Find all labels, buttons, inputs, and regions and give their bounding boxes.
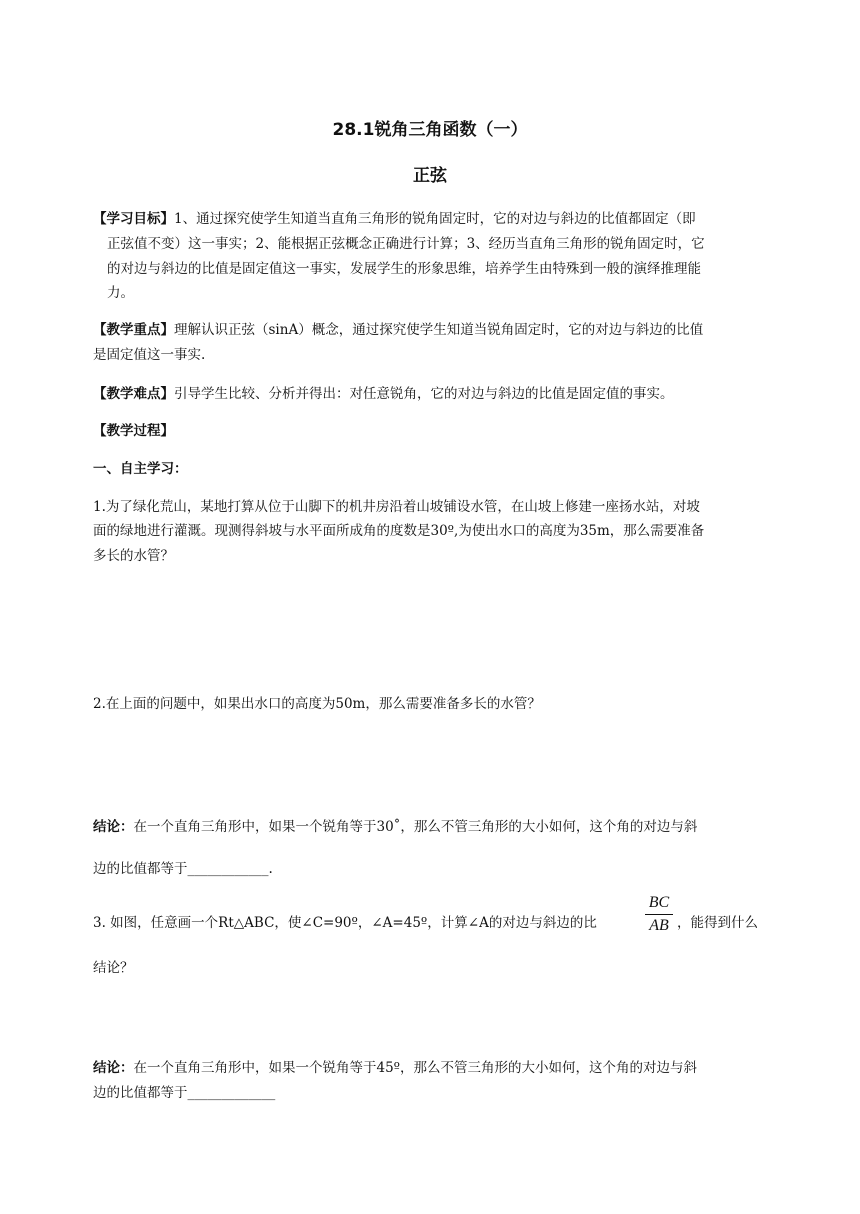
page-subtitle: 正弦 — [413, 166, 447, 186]
question-3-text-after: ，能得到什么 — [677, 915, 758, 931]
objectives-line-2: 正弦值不变）这一事实；2、能根据正弦概念正确进行计算；3、经历当直角三角形的锐角固定时，它 — [107, 236, 705, 252]
conclusion-1-line-2: 边的比值都等于____________. — [93, 861, 273, 877]
question-1-line-3: 多长的水管？ — [93, 548, 174, 564]
page-title: 28.1锐角三角函数（一） — [332, 120, 528, 140]
conclusion-2-text-1: 在一个直角三角形中，如果一个锐角等于45º，那么不管三角形的大小如何，这个角的对边与斜 — [133, 1060, 698, 1076]
difficulty-line — [93, 382, 674, 402]
key-point-text-1: 理解认识正弦（sinA）概念，通过探究使学生知道当锐角固定时，它的对边与斜边的比值 — [174, 322, 704, 338]
question-1-line-1: 1.为了绿化荒山，某地打算从位于山脚下的机井房沿着山坡铺设水管，在山坡上修建一座扬水站，对坡 — [93, 499, 700, 515]
difficulty-label: 【教学难点】 — [93, 386, 174, 402]
question-2: 2.在上面的问题中，如果出水口的高度为50m，那么需要准备多长的水管？ — [93, 696, 541, 712]
conclusion-2-label: 结论： — [93, 1060, 134, 1076]
fraction-bar — [645, 914, 673, 915]
key-point-line-1 — [93, 318, 703, 338]
objectives-line-4: 力。 — [107, 285, 134, 301]
objectives-line-3: 的对边与斜边的比值是固定值这一事实，发展学生的形象思维，培养学生由特殊到一般的演绎推理能 — [107, 261, 701, 277]
conclusion-1-label: 结论： — [93, 819, 134, 835]
conclusion-2-line-1 — [93, 1056, 697, 1076]
objectives-label: 【学习目标】 — [93, 211, 174, 227]
section-heading: 一、自主学习： — [93, 461, 188, 477]
question-3-line-2: 结论？ — [93, 960, 134, 976]
objectives-line-1 — [93, 207, 696, 227]
process-heading: 【教学过程】 — [93, 423, 174, 439]
conclusion-2-line-2: 边的比值都等于_____________ — [93, 1085, 276, 1101]
difficulty-text: 引导学生比较、分析并得出：对任意锐角，它的对边与斜边的比值是固定值的事实。 — [174, 386, 674, 402]
key-point-line-2: 是固定值这一事实. — [93, 347, 206, 363]
question-1-line-2: 面的绿地进行灌溉。现测得斜坡与水平面所成角的度数是30º,为使出水口的高度为35m，那么需要准备 — [93, 523, 705, 539]
fraction-numerator: BC — [648, 894, 670, 911]
question-3-text-before: 3. 如图，任意画一个Rt△ABC，使∠C=90º，∠A=45º，计算∠A的对边与斜边的比 — [93, 915, 597, 931]
conclusion-1-line-1 — [93, 815, 697, 835]
objectives-text-1: 1、通过探究使学生知道当直角三角形的锐角固定时，它的对边与斜边的比值都固定（即 — [174, 211, 696, 227]
fraction-bc-over-ab — [644, 893, 674, 936]
conclusion-1-text-1: 在一个直角三角形中，如果一个锐角等于30˚，那么不管三角形的大小如何，这个角的对边与斜 — [133, 819, 698, 835]
key-point-label: 【教学重点】 — [93, 322, 174, 338]
fraction-denominator: AB — [649, 917, 669, 934]
